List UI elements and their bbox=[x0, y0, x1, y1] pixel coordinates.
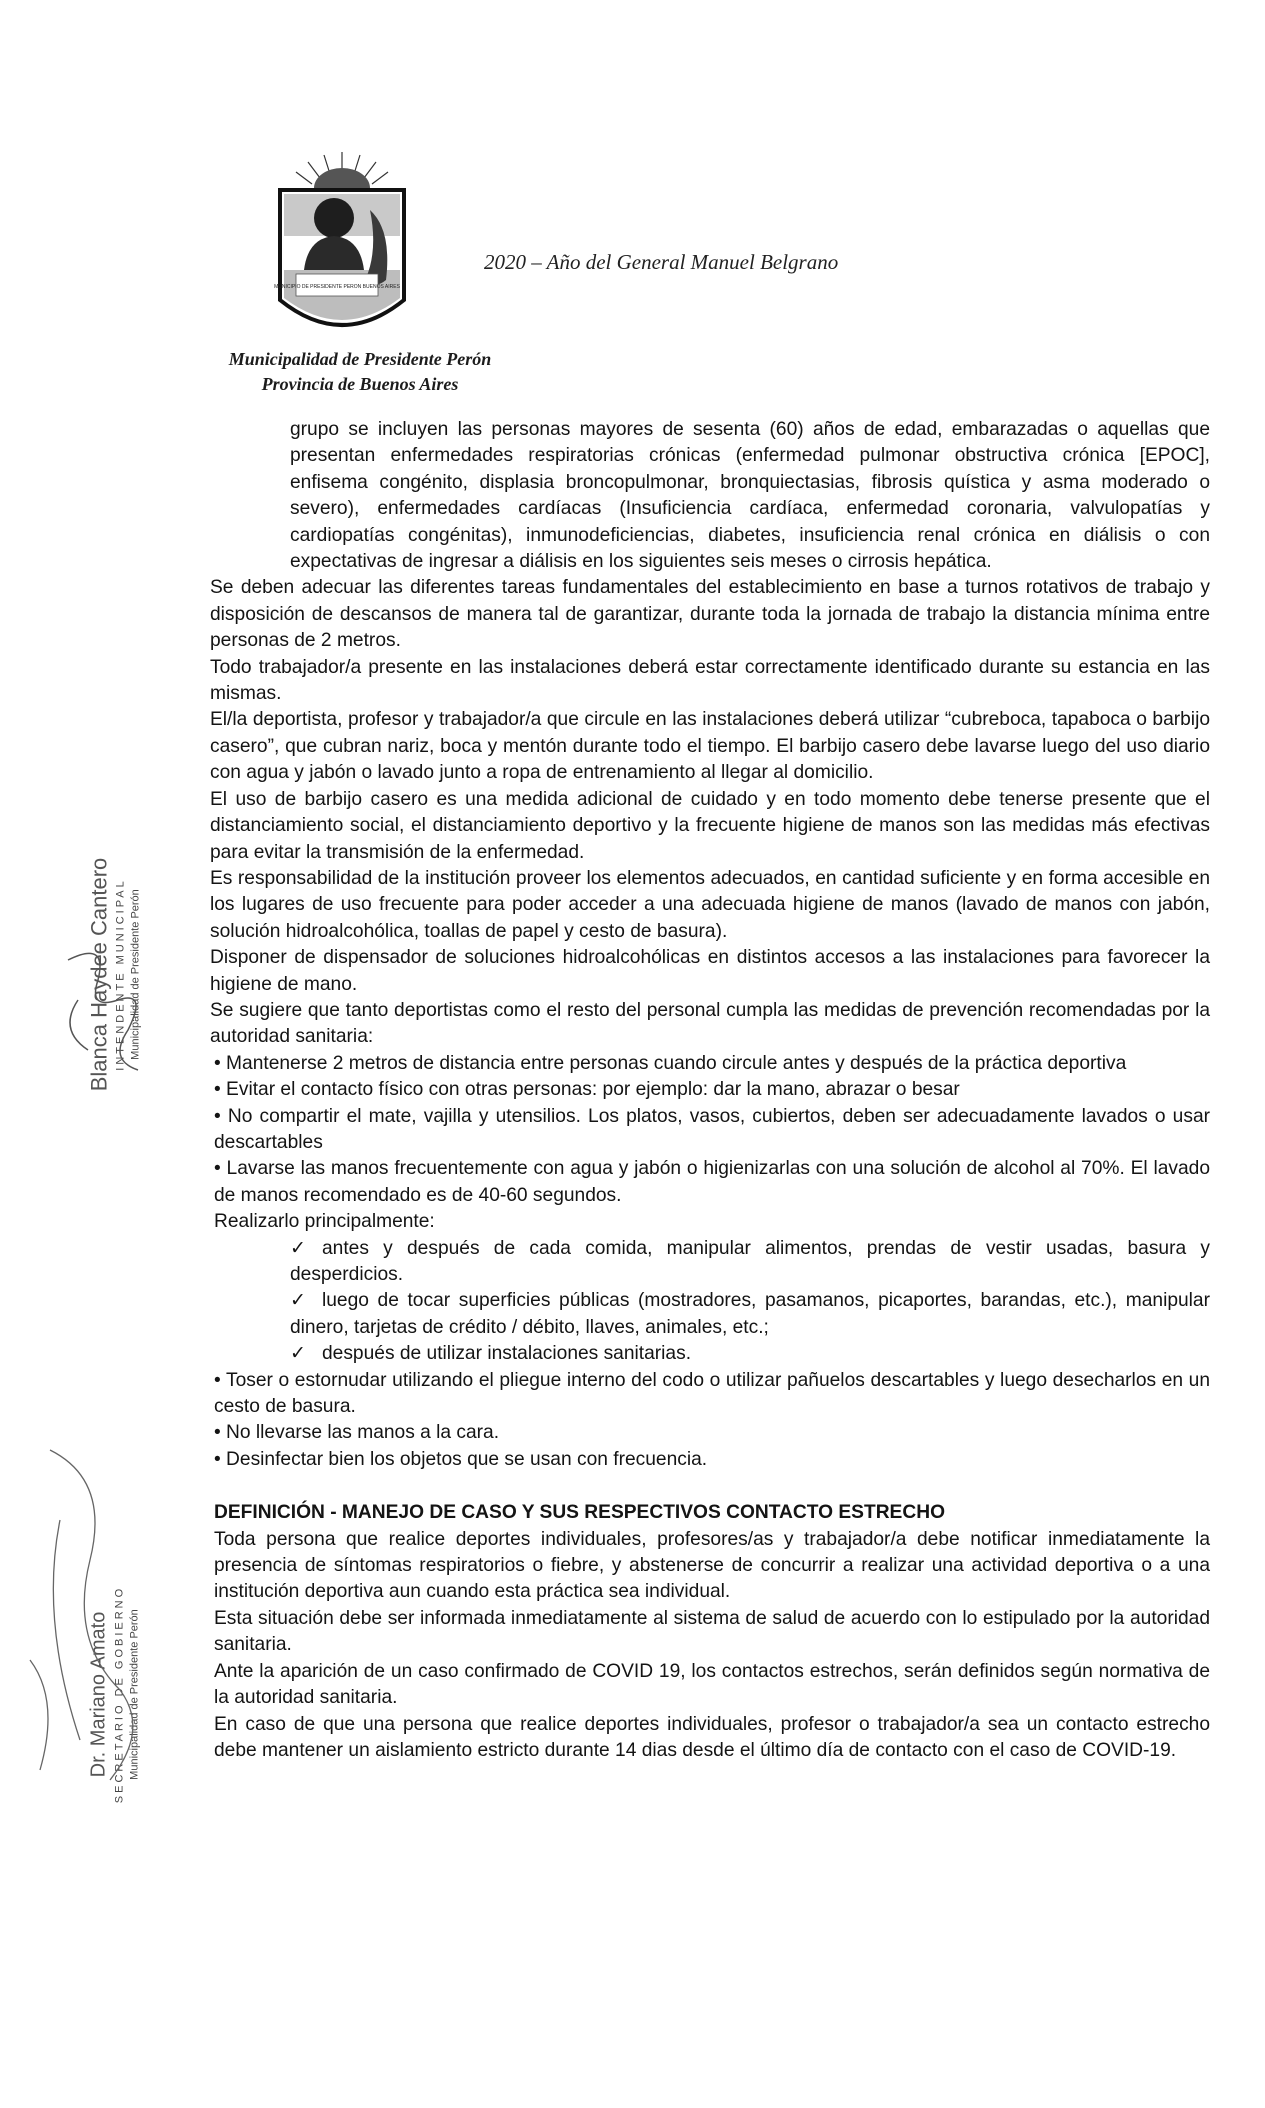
realizarlo-label: Realizarlo principalmente: bbox=[214, 1211, 435, 1233]
check-item-text: antes y después de cada comida, manipular alimentos, prendas de vestir usadas, basura y desperdicios. bbox=[290, 1237, 1210, 1285]
paragraph-risk-group: grupo se incluyen las personas mayores de sesenta (60) años de edad, embarazadas o aquellas que presentan enfermedades respiratorias crónicas (enfermedad pulmonar obstructiva crónica [EPOC], enfisema congénito, displasia broncopulmonar, bronquiectasias, fibrosis quística y asma moderado o severo), enfermedades cardíacas (Insuficiencia cardíaca, enfermedad coronaria, valvulopatías y cardiopatías congénitas), inmunodeficiencias, diabetes, insuficiencia renal crónica en diálisis o con expectativas de ingresar a diálisis en los siguientes seis meses o cirrosis hepática. bbox=[290, 419, 1210, 573]
check-icon: ✓ bbox=[290, 1237, 307, 1259]
paragraph-report: Esta situación debe ser informada inmediatamente al sistema de salud de acuerdo con lo estipulado por la autoridad sanitaria. bbox=[214, 1607, 1210, 1656]
secretary-name: Dr. Mariano Amato bbox=[87, 1611, 110, 1778]
secretary-entity: Municipalidad de Presidente Perón bbox=[128, 1609, 141, 1780]
check-item-text: luego de tocar superficies públicas (mostradores, pasamanos, picaportes, barandas, etc.), manipular dinero, tarjetas de crédito / débito, llaves, animales, etc.; bbox=[290, 1290, 1210, 1338]
paragraph-notify: Toda persona que realice deportes individuales, profesores/as y trabajador/a debe notificar inmediatamente la presencia de síntomas respiratorios o fiebre, y abstenerse de concurrir a realizar una actividad deportiva o a una institución deportiva aun cuando esta práctica sea individual. bbox=[214, 1528, 1210, 1603]
document-body bbox=[210, 417, 1210, 1764]
crest-label: MUNICIPIO DE PRESIDENTE PERON BUENOS AIRES bbox=[274, 284, 400, 290]
check-icon: ✓ bbox=[290, 1343, 307, 1365]
mayor-name: Blanca Haydee Cantero bbox=[86, 857, 112, 1092]
section-heading: DEFINICIÓN - MANEJO DE CASO Y SUS RESPECTIVOS CONTACTO ESTRECHO bbox=[214, 1502, 945, 1524]
paragraph-isolation: En caso de que una persona que realice deportes individuales, profesor o trabajador/a sea un contacto estrecho debe mantener un aislamiento estricto durante 14 dias desde el último día de contacto con el caso de COVID-19. bbox=[214, 1713, 1210, 1761]
municipality-name: Municipalidad de Presidente Perón bbox=[228, 349, 492, 369]
mayor-entity: Municipalidad de Presidente Perón bbox=[129, 889, 142, 1060]
mayor-title: INTENDENTE MUNICIPAL bbox=[114, 878, 127, 1071]
paragraph-identification: Todo trabajador/a presente en las instalaciones deberá estar correctamente identificado durante su estancia en las mismas. bbox=[210, 656, 1210, 705]
paragraph-shifts: Se deben adecuar las diferentes tareas fundamentales del establecimiento en base a turnos rotativos de trabajo y disposición de descansos de manera tal de garantizar, durante toda la jornada de trabajo la distancia mínima entre personas de 2 metros. bbox=[210, 577, 1210, 652]
check-icon: ✓ bbox=[290, 1290, 307, 1312]
check-item bbox=[210, 1288, 1210, 1341]
paragraph-distancing: El uso de barbijo casero es una medida adicional de cuidado y en todo momento debe tenerse presente que el distanciamiento social, el distanciamiento deportivo y la frecuente higiene de manos son las medidas más efectivas para evitar la transmisión de la enfermedad. bbox=[210, 788, 1210, 863]
paragraph-hygiene-supplies: Es responsabilidad de la institución proveer los elementos adecuados, en cantidad suficiente y en forma accesible en los lugares de uso frecuente para poder acceder a una adecuada higiene de manos (lavado de manos con jabón, solución hidroalcohólica, toallas de papel y cesto de basura). bbox=[210, 867, 1210, 942]
province-name: Provincia de Buenos Aires bbox=[261, 374, 459, 394]
check-item bbox=[210, 1236, 1210, 1289]
paragraph-masks: El/la deportista, profesor y trabajador/a que circule en las instalaciones deberá utilizar “cubreboca, tapaboca o barbijo casero”, que cubran nariz, boca y mentón durante todo el tiempo. El barbijo casero debe lavarse luego del uso diario con agua y jabón o lavado junto a ropa de entrenamiento al llegar al domicilio. bbox=[210, 709, 1210, 784]
paragraph-recommendations: Se sugiere que tanto deportistas como el resto del personal cumpla las medidas de prevención recomendadas por la autoridad sanitaria: bbox=[210, 999, 1210, 1048]
secretary-stamp bbox=[86, 1395, 143, 1995]
paragraph-confirmed-case: Ante la aparición de un caso confirmado de COVID 19, los contactos estrechos, serán definidos según normativa de la autoridad sanitaria. bbox=[214, 1660, 1210, 1709]
letterhead bbox=[180, 347, 540, 397]
list-item: • Toser o estornudar utilizando el pliegue interno del codo o utilizar pañuelos descartables y luego desecharlos en un cesto de basura. bbox=[214, 1369, 1210, 1418]
list-item: • No compartir el mate, vajilla y utensilios. Los platos, vasos, cubiertos, deben ser adecuadamente lavados o usar descartables bbox=[214, 1105, 1210, 1153]
year-motto: 2020 – Año del General Manuel Belgrano bbox=[484, 250, 839, 274]
list-item: • Desinfectar bien los objetos que se usan con frecuencia. bbox=[214, 1448, 708, 1470]
list-item: • Lavarse las manos frecuentemente con agua y jabón o higienizarlas con una solución de alcohol al 70%. El lavado de manos recomendado es de 40-60 segundos. bbox=[214, 1158, 1210, 1206]
list-item: • Evitar el contacto físico con otras personas: por ejemplo: dar la mano, abrazar o besar bbox=[214, 1079, 960, 1101]
paragraph-dispensers: Disponer de dispensador de soluciones hidroalcohólicas en distintos accesos a las instalaciones para favorecer la higiene de mano. bbox=[210, 947, 1210, 995]
secretary-title: SECRETARIO DE GOBIERNO bbox=[113, 1585, 126, 1804]
mayor-stamp bbox=[87, 675, 144, 1275]
list-item: • Mantenerse 2 metros de distancia entre personas cuando circule antes y después de la práctica deportiva bbox=[214, 1052, 1127, 1074]
list-item: • No llevarse las manos a la cara. bbox=[214, 1422, 500, 1444]
check-item-text: después de utilizar instalaciones sanitarias. bbox=[322, 1343, 692, 1365]
check-item bbox=[210, 1341, 1210, 1367]
municipal-crest-logo bbox=[274, 150, 410, 340]
